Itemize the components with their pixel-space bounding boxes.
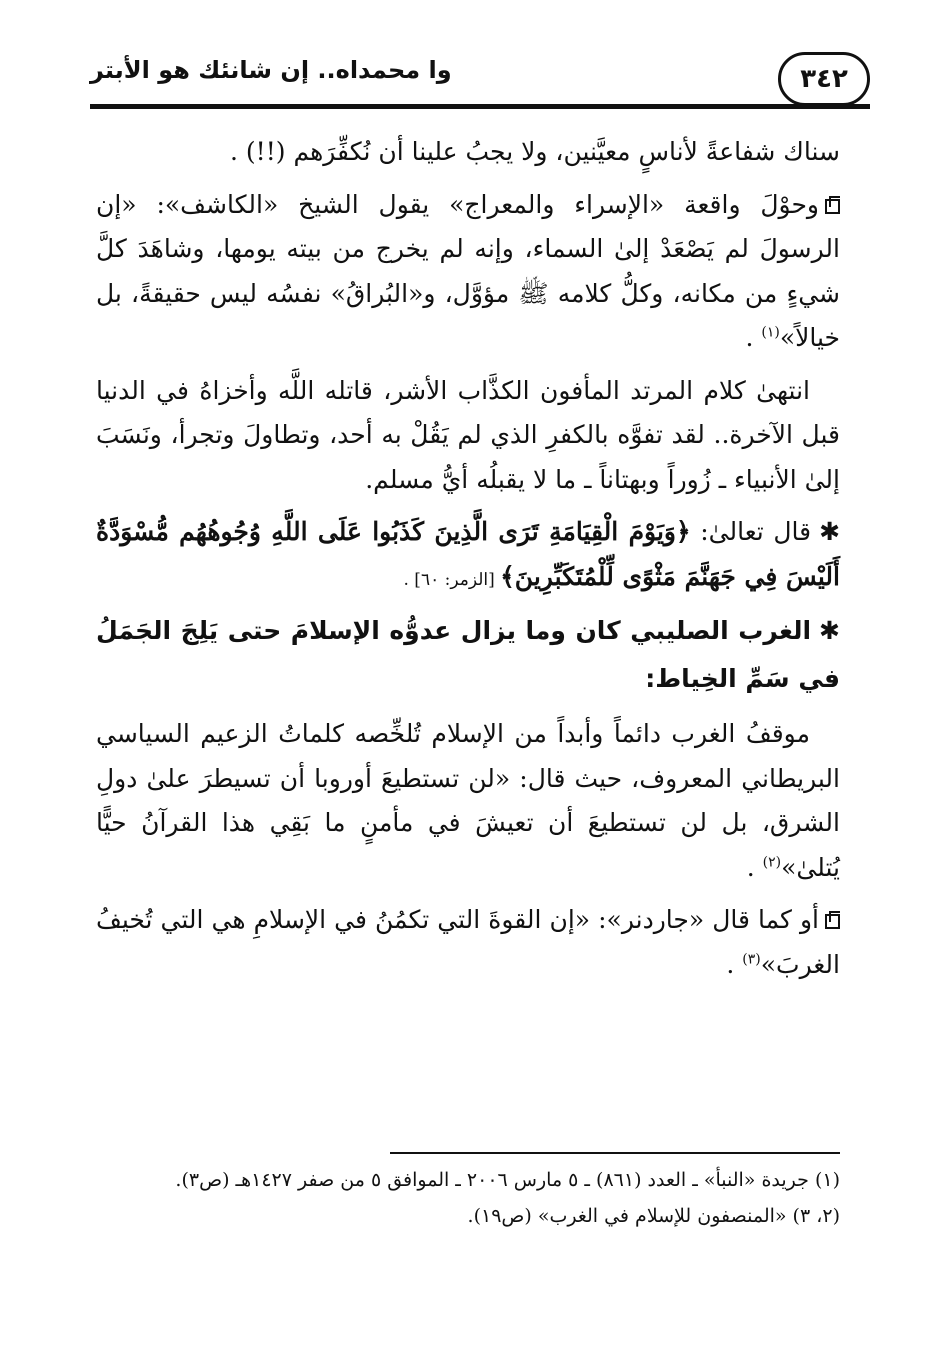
section-heading-text: الغرب الصليبي كان وما يزال عدوُّه الإسلامَ حتى يَلِجَ الجَمَلُ في سَمِّ الخِياط: [96,616,840,693]
paragraph-6-text: أو كما قال «جاردنر»: «إن القوةَ التي تكمُنُ في الإسلامِ هي التي تُخيفُ الغربَ» [96,905,840,979]
verse-reference: [الزمر: ٦٠] . [403,569,501,590]
footnote-ref-3[interactable]: (٣) [742,951,761,968]
paragraph-5-end: . [746,852,763,882]
paragraph-6-end: . [726,949,743,979]
header-rule [90,104,870,109]
footnote-ref-1[interactable]: (١) [761,324,780,341]
box-bullet-icon [825,199,840,214]
page-number: ٣٤٢ [778,52,870,106]
verse-intro: قال تعالىٰ: [690,517,812,546]
paragraph-2-end: . [745,323,762,352]
paragraph-5-text: موقفُ الغرب دائماً وأبداً من الإسلام تُلخِّصه كلماتُ الزعيم السياسي البريطاني المعروف، حيث قال: «لن تستطيعَ أوروبا أن تسيطرَ علىٰ دولِ الشرق، بل لن تستطيعَ أن تعيشَ في مأمنٍ ما بَقِي هذا القرآنُ حيًّا يُتلىٰ» [96,719,840,882]
paragraph-2-text: وحوْلَ واقعة «الإسراء والمعراج» يقول الشيخ «الكاشف»: «إن الرسولَ لم يَصْعَدْ إلىٰ السماء، وإنه لم يخرج من بيته يومها، وشاهَدَ كلَّ شيءٍ من مكانه، وكلُّ كلامه ﷺ مؤوَّل، و«البُراقُ» نفسُه ليس حقيقةً، بل خيالاً» [96,189,840,352]
footnote-1: (١) جريدة «النبأ» ـ العدد (٨٦١) ـ ٥ مارس ٢٠٠٦ ـ الموافق ٥ من صفر ١٤٢٧هـ (ص٣). [175,1169,840,1191]
footnotes [96,1162,840,1234]
running-title: وا محمداه.. إن شانئك هو الأبتر [90,56,452,84]
paragraph-2 [96,183,840,361]
asterisk-bullet-icon: ✱ [819,616,840,645]
page-body [96,130,840,995]
footnote-separator [390,1152,840,1154]
footnote-ref-2[interactable]: (٢) [762,854,782,871]
paragraph-5 [96,712,840,890]
paragraph-1: سناك شفاعةً لأناسٍ معيَّنين، ولا يجبُ علينا أن نُكفِّرَهم (!!) . [230,137,840,166]
footnote-2: (٢، ٣) «المنصفون للإسلام في الغرب» (ص١٩). [467,1205,840,1228]
page-header [90,52,870,114]
box-bullet-icon [825,914,840,929]
paragraph-4 [96,510,840,599]
asterisk-bullet-icon: ✱ [819,517,841,546]
quran-verse: ﴿وَيَوْمَ الْقِيَامَةِ تَرَى الَّذِينَ كَذَبُوا عَلَى اللَّهِ وُجُوهُهُم مُّسْوَدَّةٌ أَلَيْسَ فِي جَهَنَّمَ مَثْوًى لِّلْمُتَكَبِّرِينَ﴾ [96,517,840,591]
paragraph-6 [96,898,840,987]
section-heading [96,607,840,702]
paragraph-3: انتهىٰ كلام المرتد المأفون الكذَّاب الأشر، قاتله اللَّه وأخزاهُ في الدنيا قبل الآخرة.. لقد تفوَّه بالكفرِ الذي لم يَقُلْ به أحد، وتطاولَ وتجرأ، ونَسَبَ إلىٰ الأنبياء ـ زُوراً وبهتاناً ـ ما لا يقبلُه أيُّ مسلم. [96,375,840,494]
